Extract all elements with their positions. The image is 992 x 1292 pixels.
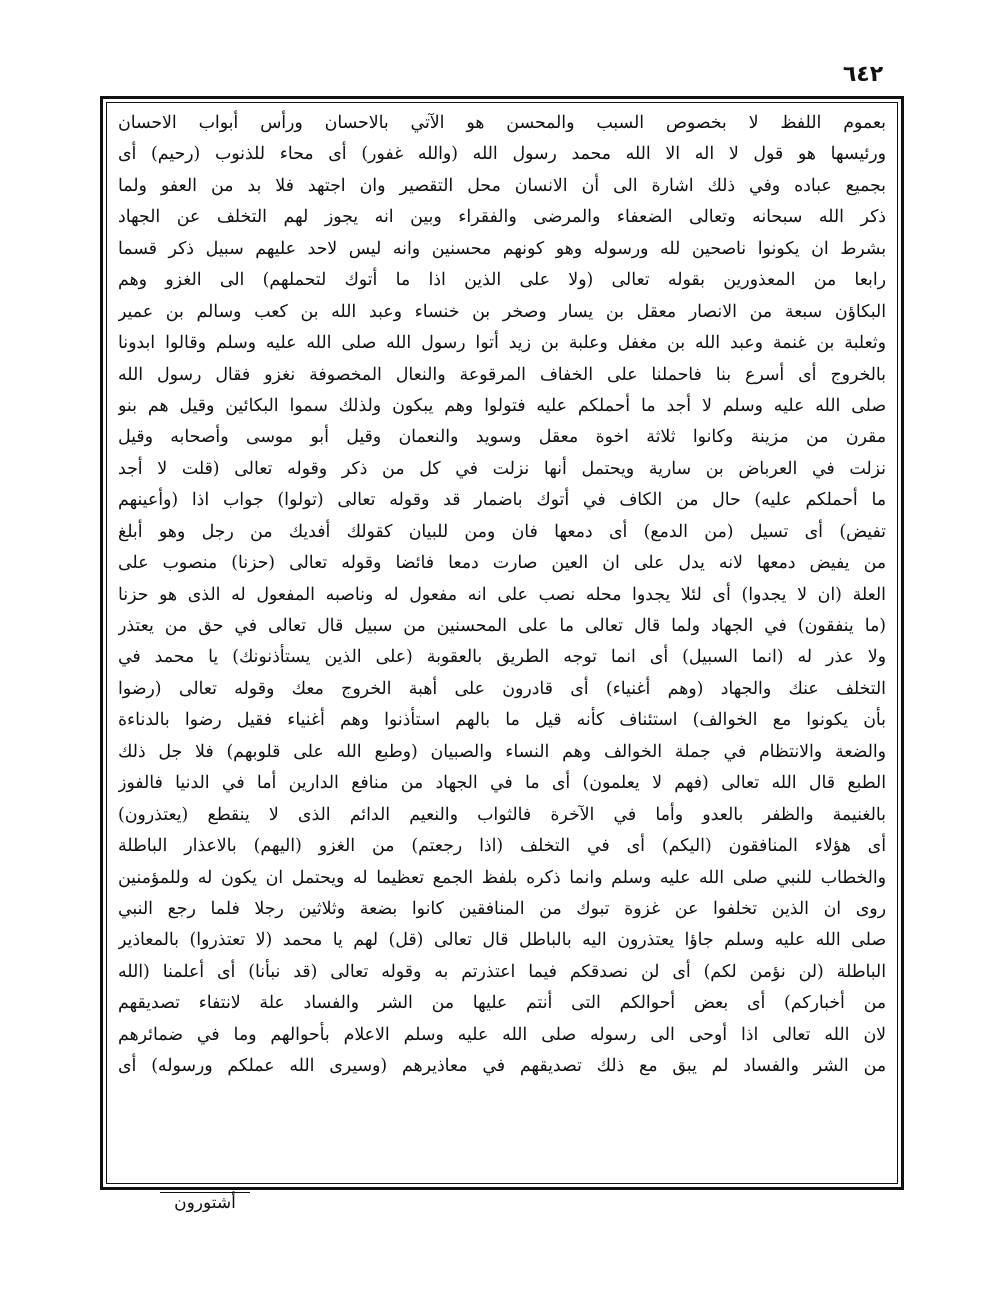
text-line: بعموم اللفظ لا بخصوص السبب والمحسن هو الآتي بالاحسان ورأس أبواب الاحسان <box>118 113 886 133</box>
text-line: والضعة والانتظام في جملة الخوالف وهم النساء والصبيان (وطبع الله على قلوبهم) فلا جل ذلك <box>118 741 886 762</box>
text-line: البكاؤن سبعة من الانصار معقل بن يسار وصخر بن خنساء وعبد الله بن كعب وسالم بن عمير <box>118 301 886 322</box>
text-line: رابعا من المعذورين بقوله تعالى (ولا على الذين اذا ما أتوك لتحملهم) الى الغزو وهم <box>118 270 886 291</box>
text-line: الطبع قال الله تعالى (فهم لا يعلمون) أى ما في الجهاد من منافع الدارين أما في الدنيا فالفوز <box>118 773 886 794</box>
text-line: من يفيض دمعها لانه يدل على ان العين صارت دمعا فائضا وقوله تعالى (حزنا) منصوب على <box>118 553 886 574</box>
text-line: تفيض) أى تسيل (من الدمع) أى دمعها فان ومن للبيان كقولك أفديك من رجل وهو أبلغ <box>118 521 886 542</box>
text-line: روى ان الذين تخلفوا عن غزوة تبوك من المنافقين كانوا بضعة وثلاثين رجلا فلما رجع النبي <box>118 898 886 919</box>
text-line: نزلت في العرباض بن سارية ويحتمل أنها نزلت في كل من ذكر وقوله تعالى (قلت لا أجد <box>118 458 886 479</box>
text-line: صلى الله عليه وسلم جاؤا يعتذرون اليه بالباطل قال تعالى (قل) لهم يا محمد (لا تعتذروا) بالمعاذير <box>118 930 886 951</box>
text-line: من الشر والفساد لم يبق مع ذلك تصديقهم في معاذيرهم (وسيرى الله عملكم ورسوله) أى <box>118 1056 886 1077</box>
text-line: بأن يكونوا مع الخوالف) استئناف كأنه قيل ما بالهم استأذنوا وهم أغنياء فقيل رضوا بالدناءة <box>118 710 886 731</box>
page-number: ٦٤٢ <box>842 62 884 87</box>
text-line: (ما ينفقون) في الجهاد ولما قال تعالى ما على المحسنين من سبيل قال تعالى في حق من يعتذر <box>118 616 886 636</box>
text-line: بالغنيمة والظفر بالعدو وأما في الآخرة فالثواب والنعيم الدائم الذى لا ينقطع (يعتذرون) <box>118 804 886 825</box>
text-body <box>118 108 886 1178</box>
text-line: العلة (ان لا يجدوا) أى لئلا يجدوا محله نصب على انه مفعول له وناصبه المفعول له الذى هو حزنا <box>118 584 886 605</box>
text-line: التخلف عنك والجهاد (وهم أغنياء) أى قادرون على أهبة الخروج معك وقوله تعالى (رضوا <box>118 678 886 699</box>
text-line: وثعلبة بن غنمة وعبد الله بن مغفل وعلبة بن زيد أتوا رسول الله صلى الله عليه وسلم وقالوا ابدونا <box>118 333 886 354</box>
text-line: ما أحملكم عليه) حال من الكاف في أتوك باضمار قد وقوله تعالى (تولوا) جواب اذا (وأعينهم <box>118 490 886 511</box>
text-line: ولا عذر له (انما السبيل) أى انما توجه الطريق بالعقوبة (على الذين يستأذنونك) يا محمد في <box>118 647 886 668</box>
text-line: ورئيسها هو قول لا اله الا الله محمد رسول الله (والله غفور) أى محاء للذنوب (رحيم) أى <box>118 144 886 165</box>
text-line: والخطاب للنبي صلى الله عليه وسلم وانما ذكره بلفظ الجمع تعظيما له ويحتمل ان يكون له وللمؤمنين <box>118 867 886 888</box>
text-line: الباطلة (لن نؤمن لكم) أى لن نصدقكم فيما اعتذرتم به وقوله تعالى (قد نبأنا) أى أعلمنا (الله <box>118 961 886 982</box>
text-line: أى هؤلاء المنافقون (اليكم) أى في التخلف (اذا رجعتم) من الغزو (اليهم) بالاعذار الباطلة <box>118 836 886 857</box>
text-line: بشرط ان يكونوا ناصحين لله ورسوله وهو كونهم محسنين وانه ليس لاحد عليهم سبيل ذكر قسما <box>118 238 886 259</box>
text-line: من أخباركم) أى بعض أحوالكم التى أنتم عليها من الشر والفساد علة لانتفاء تصديقهم <box>118 993 886 1014</box>
text-line: صلى الله عليه وسلم لا أجد ما أحملكم عليه فتولوا وهم يبكون ولذلك سموا البكائين وقيل هم بنو <box>118 395 886 416</box>
text-line: ذكر الله سبحانه وتعالى الضعفاء والمرضى والفقراء وبين انه يجوز لهم التخلف عن الجهاد <box>118 207 886 228</box>
text-line: لان الله تعالى اذا أوحى الى رسوله صلى الله عليه وسلم الاعلام بأحوالهم وما في ضمائرهم <box>118 1024 886 1045</box>
catchword: أشتورون <box>160 1192 250 1221</box>
text-line: بجميع عباده وفي ذلك اشارة الى أن الانسان محل التقصير وان اجتهد فلا بد من العفو ولما <box>118 175 886 196</box>
text-line: مقرن من مزينة وكانوا ثلاثة اخوة معقل وسويد والنعمان وقيل أبو موسى وأصحابه وقيل <box>118 427 886 448</box>
text-line: بالخروج أى أسرع بنا فاحملنا على الخفاف المرقوعة والنعال المخصوفة نغزو فقال رسول الله <box>118 364 886 385</box>
